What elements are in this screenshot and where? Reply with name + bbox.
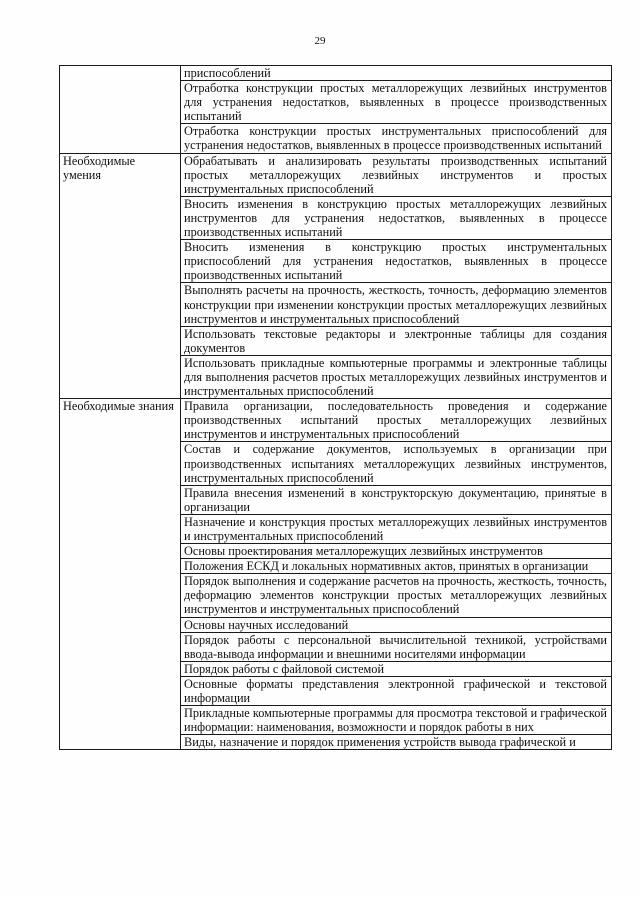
requirement-item: Выполнять расчеты на прочность, жесткость, точность, деформацию элементов конструкции при изменении конструкции простых металлорежущих лезвийных инструментов и инструментальных приспособлений	[181, 283, 612, 326]
requirement-item: Использовать текстовые редакторы и электронные таблицы для создания документов	[181, 326, 612, 355]
section-label: Необходимые умения	[60, 153, 181, 399]
table-row	[60, 66, 612, 81]
requirement-item: Положения ЕСКД и локальных нормативных актов, принятых в организации	[181, 559, 612, 574]
requirement-item: Правила организации, последовательность проведения и содержание производственных испытаний простых металлорежущих лезвийных инструментов и инструментальных приспособлений	[181, 399, 612, 442]
requirement-item: Виды, назначение и порядок применения устройств вывода графической и	[181, 735, 612, 750]
requirement-item: Основы проектирования металлорежущих лезвийных инструментов	[181, 544, 612, 559]
requirement-item: Вносить изменения в конструкцию простых инструментальных приспособлений для устранения недостатков, выявленных в процессе производственных испытаний	[181, 240, 612, 283]
requirement-item: Основные форматы представления электронной графической и текстовой информации	[181, 676, 612, 705]
requirement-item: Назначение и конструкция простых металлорежущих лезвийных инструментов и инструментальных приспособлений	[181, 514, 612, 543]
requirement-item: Правила внесения изменений в конструкторскую документацию, принятые в организации	[181, 485, 612, 514]
requirement-item: Прикладные компьютерные программы для просмотра текстовой и графической информации: наименования, возможности и порядок работы в них	[181, 706, 612, 735]
requirement-item: Порядок работы с файловой системой	[181, 661, 612, 676]
requirement-item: Основы научных исследований	[181, 617, 612, 632]
requirement-item: Состав и содержание документов, используемых в организации при производственных испытаниях металлорежущих лезвийных инструментов, инструментальных приспособлений	[181, 442, 612, 485]
section-label	[60, 66, 181, 154]
requirements-table-body	[60, 66, 612, 750]
requirement-item: Вносить изменения в конструкцию простых металлорежущих лезвийных инструментов для устранения недостатков, выявленных в процессе производственных испытаний	[181, 196, 612, 239]
requirement-item: Отработка конструкции простых инструментальных приспособлений для устранения недостатков, выявленных в процессе производственных испытаний	[181, 124, 612, 153]
table-row	[60, 399, 612, 442]
requirement-item: Отработка конструкции простых металлорежущих лезвийных инструментов для устранения недостатков, выявленных в процессе производственных испытаний	[181, 81, 612, 124]
requirement-item: Порядок работы с персональной вычислительной техникой, устройствами ввода-вывода информации и внешними носителями информации	[181, 632, 612, 661]
page-number: 29	[314, 35, 326, 47]
section-label: Необходимые знания	[60, 399, 181, 750]
requirement-item: Использовать прикладные компьютерные программы и электронные таблицы для выполнения расчетов простых металлорежущих лезвийных инструментов и инструментальных приспособлений	[181, 355, 612, 398]
requirements-table	[59, 65, 612, 750]
requirement-item: Обрабатывать и анализировать результаты производственных испытаний простых металлорежущих лезвийных инструментов и простых инструментальных приспособлений	[181, 153, 612, 196]
table-row	[60, 153, 612, 196]
requirement-item: приспособлений	[181, 66, 612, 81]
requirement-item: Порядок выполнения и содержание расчетов на прочность, жесткость, точность, деформацию элементов конструкции простых металлорежущих лезвийных инструментов и инструментальных приспособлений	[181, 574, 612, 617]
